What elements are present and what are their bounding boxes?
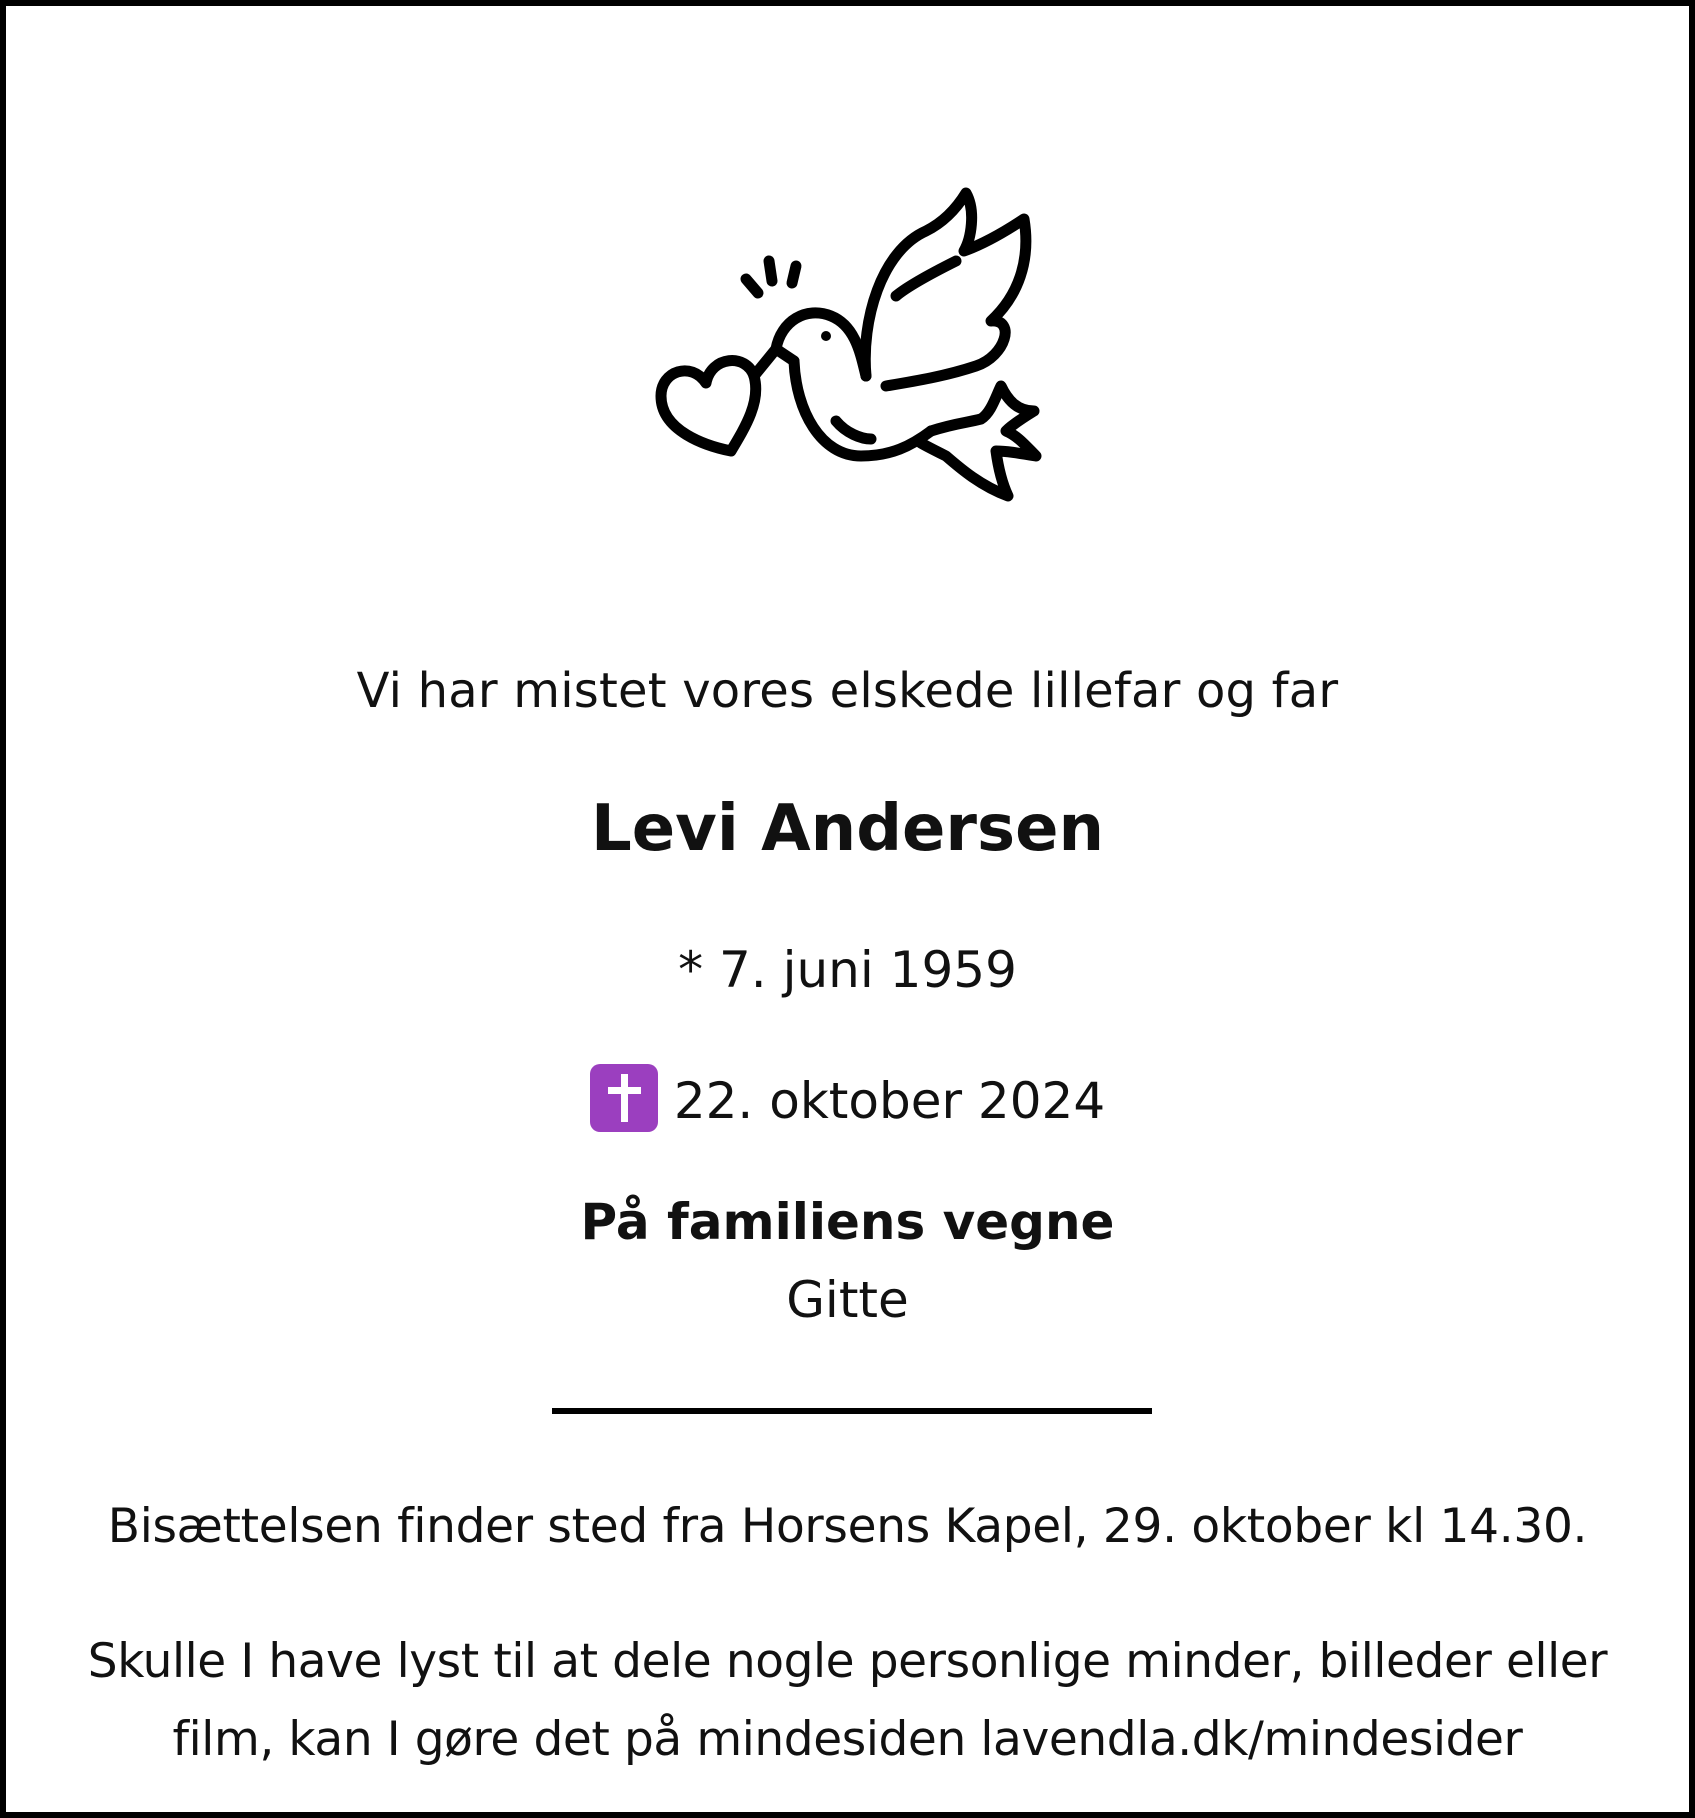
memories-info (6, 1623, 1689, 1779)
memories-line-1: Skulle I have lyst til at dele nogle personlige minder, billeder eller (87, 1634, 1608, 1689)
family-label: På familiens vegne (580, 1193, 1115, 1251)
dove-with-heart-icon (646, 161, 1046, 511)
deceased-name: Levi Andersen (590, 792, 1105, 866)
death-date-row (6, 1064, 1689, 1132)
death-date: 22. oktober 2024 (673, 1072, 1106, 1130)
latin-cross-icon (590, 1064, 658, 1132)
divider (552, 1408, 1152, 1414)
family-signature: Gitte (786, 1271, 909, 1329)
memories-line-2: film, kan I gøre det på mindesiden lavendla.dk/mindesider (172, 1712, 1523, 1767)
intro-text: Vi har mistet vores elskede lillefar og far (356, 663, 1339, 719)
birth-date: * 7. juni 1959 (678, 941, 1017, 999)
ceremony-info: Bisættelsen finder sted fra Horsens Kapel, 29. oktober kl 14.30. (107, 1499, 1588, 1554)
